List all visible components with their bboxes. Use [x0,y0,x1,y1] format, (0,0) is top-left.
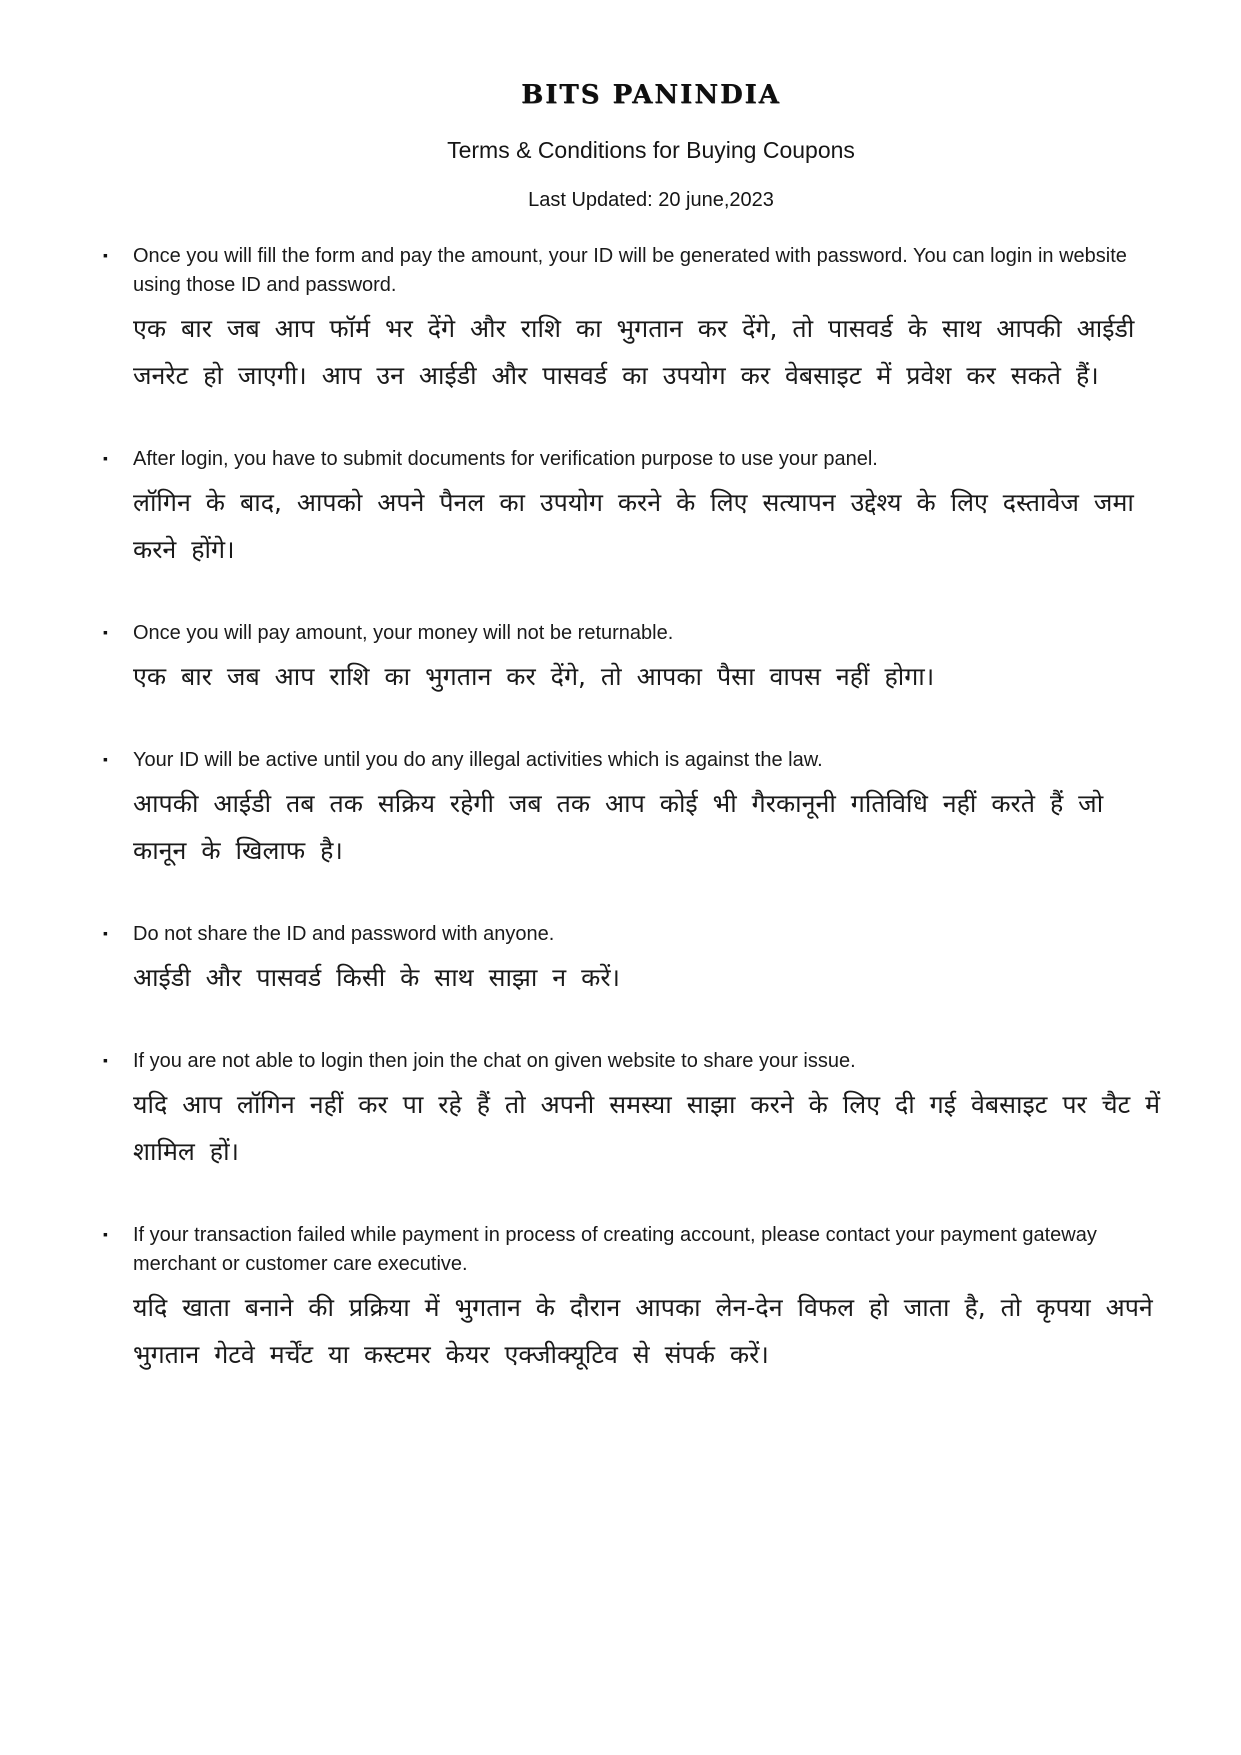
term-english-text: After login, you have to submit documents for verification purpose to use your panel. [133,448,878,470]
last-updated-text: Last Updated: 20 june,2023 [528,189,774,211]
page-subtitle: Terms & Conditions for Buying Coupons [447,137,855,163]
term-item [103,1047,1169,1175]
square-bullet-icon: ▪ [103,624,108,640]
term-item [103,920,1169,1001]
term-hindi-text: एक बार जब आप राशि का भुगतान कर देंगे, तो आपका पैसा वापस नहीं होगा। [133,662,935,691]
term-hindi-text: लॉगिन के बाद, आपको अपने पैनल का उपयोग करने के लिए सत्यापन उद्देश्य के लिए दस्तावेज जमा करने होंगे। [133,488,1134,564]
term-hindi-text: यदि खाता बनाने की प्रक्रिया में भुगतान के दौरान आपका लेन-देन विफल हो जाता है, तो कृपया अपने भुगतान गेटवे मर्चेंट या कस्टमर केयर एक्जीक्यूटिव से संपर्क करें। [133,1293,1153,1369]
term-hindi-text: आईडी और पासवर्ड किसी के साथ साझा न करें। [133,963,621,992]
square-bullet-icon: ▪ [103,1226,108,1242]
term-item [103,445,1169,573]
term-hindi-text: एक बार जब आप फॉर्म भर देंगे और राशि का भुगतान कर देंगे, तो पासवर्ड के साथ आपकी आईडी जनरेट हो जाएगी। आप उन आईडी और पासवर्ड का उपयोग कर वेबसाइट में प्रवेश कर सकते हैं। [133,314,1135,390]
term-hindi-text: आपकी आईडी तब तक सक्रिय रहेगी जब तक आप कोई भी गैरकानूनी गतिविधि नहीं करते हैं जो कानून के खिलाफ है। [133,789,1104,865]
term-english-text: If your transaction failed while payment in process of creating account, please contact your payment gateway merchant or customer care executive. [133,1224,1097,1275]
term-english-text: If you are not able to login then join the chat on given website to share your issue. [133,1050,856,1072]
term-item [103,1221,1169,1378]
term-item [103,619,1169,700]
terms-list [103,242,1169,1378]
square-bullet-icon: ▪ [103,247,108,263]
term-english-text: Your ID will be active until you do any illegal activities which is against the law. [133,749,823,771]
term-english-text: Do not share the ID and password with anyone. [133,923,555,945]
term-english-text: Once you will fill the form and pay the amount, your ID will be generated with password. You can login in website using those ID and password. [133,245,1127,296]
square-bullet-icon: ▪ [103,1052,108,1068]
term-english-text: Once you will pay amount, your money will not be returnable. [133,622,674,644]
square-bullet-icon: ▪ [103,751,108,767]
term-item [103,242,1169,399]
page-title: BITS PANINDIA [521,80,781,110]
term-item [103,746,1169,874]
term-hindi-text: यदि आप लॉगिन नहीं कर पा रहे हैं तो अपनी समस्या साझा करने के लिए दी गई वेबसाइट पर चैट में शामिल हों। [133,1090,1161,1166]
square-bullet-icon: ▪ [103,925,108,941]
square-bullet-icon: ▪ [103,450,108,466]
